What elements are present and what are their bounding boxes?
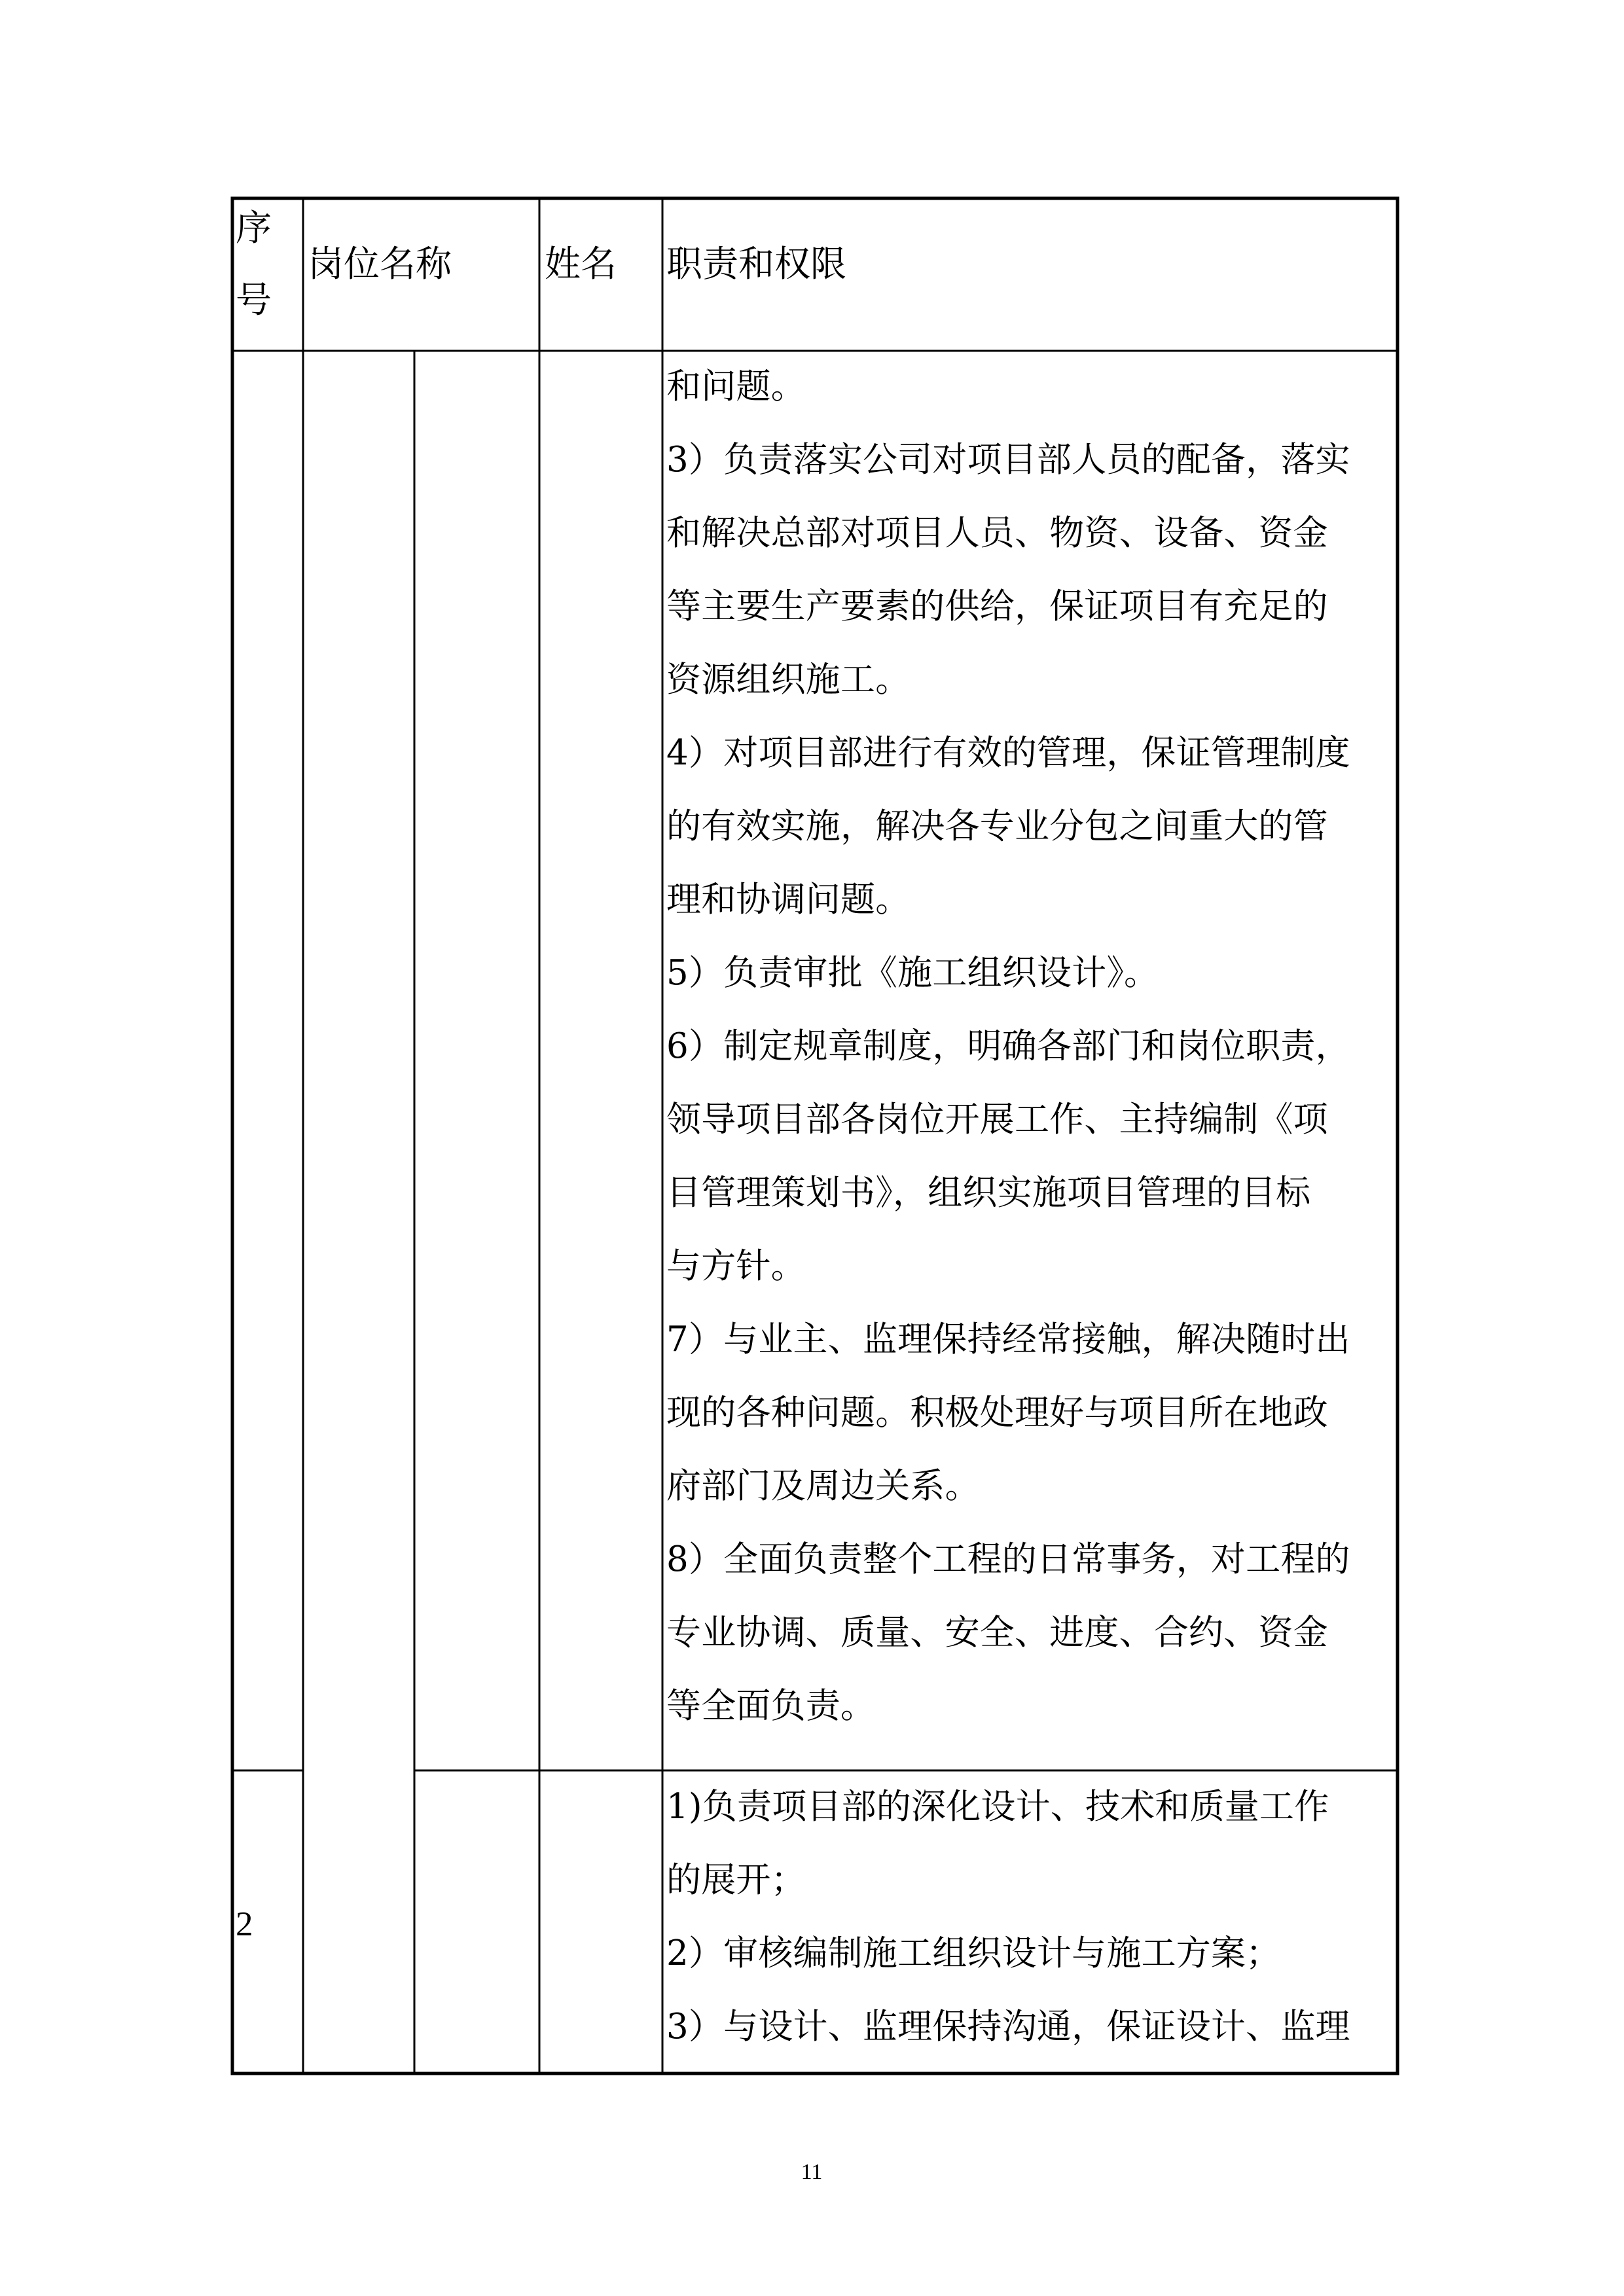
duty-line: 目管理策划书》，组织实施项目管理的目标 [666,1173,1311,1213]
duty-line: 和解决总部对项目人员、物资、设备、资金 [666,513,1328,553]
row2-seq: 2 [236,1905,253,1943]
duty-line: 现的各种问题。积极处理好与项目所在地政 [666,1393,1328,1433]
duty-line: 5）负责审批《施工组织设计》。 [666,953,1159,993]
duty-line: 1)负责项目部的深化设计、技术和质量工作 [666,1787,1329,1827]
duty-line: 和问题。 [666,367,806,406]
duty-line: 6）制定规章制度，明确各部门和岗位职责， [666,1026,1350,1066]
header-seq-line1: 序 [236,207,272,249]
duty-line: 领导项目部各岗位开展工作、主持编制《项 [666,1100,1328,1139]
header-seq-line2: 号 [236,279,272,321]
duty-line: 8）全面负责整个工程的日常事务，对工程的 [666,1539,1350,1579]
duty-line: 7）与业主、监理保持经常接触，解决随时出 [666,1319,1350,1359]
duty-line: 3）负责落实公司对项目部人员的配备，落实 [666,440,1350,480]
duty-line: 2）审核编制施工组织设计与施工方案； [666,1933,1281,1973]
header-name: 姓名 [545,243,617,285]
duty-line: 3）与设计、监理保持沟通，保证设计、监理 [666,2007,1350,2047]
duty-line: 的展开； [666,1860,806,1900]
duty-line: 的有效实施，解决各专业分包之间重大的管 [666,806,1328,846]
header-position: 岗位名称 [308,243,452,285]
page-number: 11 [801,2160,823,2184]
header-duties: 职责和权限 [666,243,847,285]
duty-line: 等主要生产要素的供给，保证项目有充足的 [666,586,1328,626]
duty-line: 4）对项目部进行有效的管理，保证管理制度 [666,733,1350,773]
duty-line: 府部门及周边关系。 [666,1466,980,1506]
duty-line: 理和协调问题。 [666,880,911,920]
duty-line: 资源组织施工。 [666,660,911,700]
duty-line: 专业协调、质量、安全、进度、合约、资金 [666,1613,1328,1653]
duty-line: 与方针。 [666,1246,806,1286]
duty-line: 等全面负责。 [666,1686,876,1726]
